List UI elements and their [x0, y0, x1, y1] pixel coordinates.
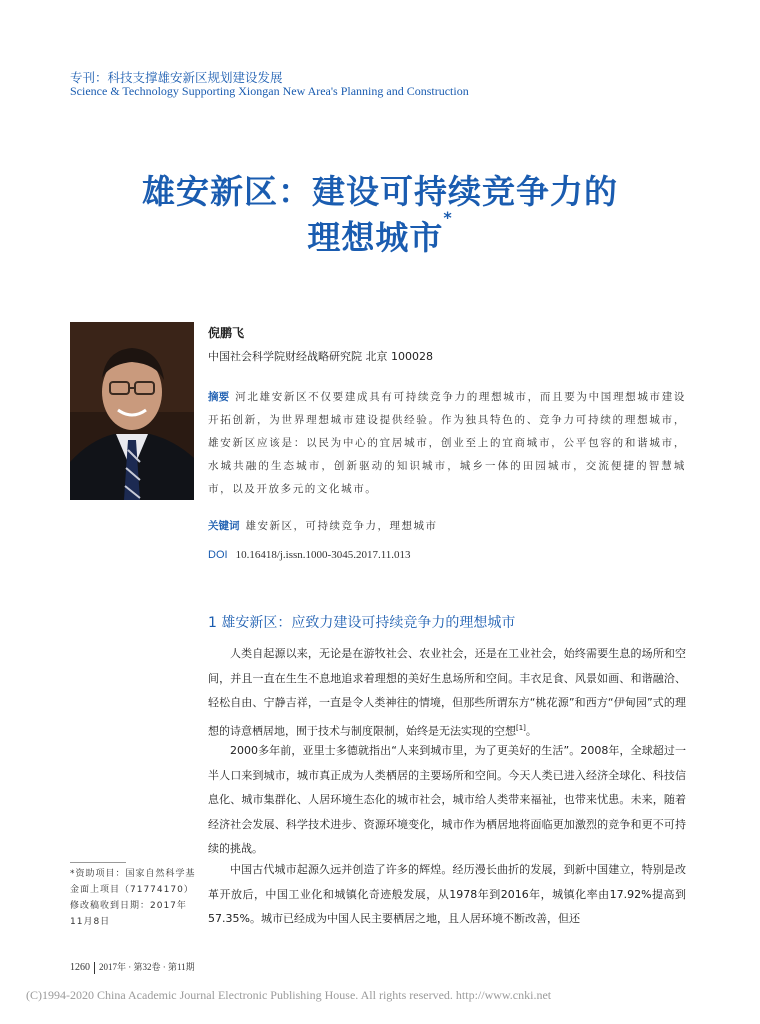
citation-ref[interactable]: [1] [516, 723, 526, 732]
journal-section-header-en: Science & Technology Supporting Xiongan New Area's Planning and Construction [70, 84, 469, 98]
footer-divider [94, 962, 95, 974]
paragraph-1-text: 人类自起源以来，无论是在游牧社会、农业社会，还是在工业社会，始终需要生息的场所和空间，并且一直在生生不息地追求着理想的美好生息场所和空间。丰衣足食、风景如画、和谐融洽、轻松自由、宁静吉祥，一直是令人类神往的情境，但那些所谓东方“桃花源”和西方“伊甸园”式的理想的诗意栖居地，囿于技术与制度限制，始终是无法实现的空想 [208, 647, 686, 738]
footnote: *资助项目：国家自然科学基金面上项目（71774170）修改稿收到日期：2017年11月8日 [70, 869, 196, 927]
author-affiliation: 中国社会科学院财经战略研究院 北京 100028 [208, 350, 433, 363]
footnote-divider [70, 862, 126, 863]
body-paragraph-2 [208, 739, 686, 862]
article-title-line2 [0, 208, 760, 259]
paragraph-2-text: 2000多年前，亚里士多德就指出“人来到城市里，为了更美好的生活”。2008年，全球超过一半人口来到城市，城市真正成为人类栖居的主要场所和空间。今天人类已进入经济全球化、科技信息化、城市集群化、人居环境生态化的城市社会，城市给人类带来福祉，也带来忧患。未来，随着经济社会发展、科学技术进步、资源环境变化，城市作为栖居地将面临更加激烈的竞争和更不可持续的挑战。 [208, 744, 686, 856]
keywords [208, 518, 438, 533]
abstract-label: 摘要 [208, 391, 230, 403]
author-photo [70, 322, 194, 500]
abstract-text: 河北雄安新区不仅要建成具有可持续竞争力的理想城市，而且要为中国理想城市建设开拓创新，为世界理想城市建设提供经验。作为独具特色的、竞争力可持续的理想城市，雄安新区应该是：以民为中心的宜居城市，创业至上的宜商城市，公平包容的和谐城市，水城共融的生态城市，创新驱动的知识城市，城乡一体的田园城市，交流便捷的智慧城市，以及开放多元的文化城市。 [208, 391, 687, 495]
page-number: 1260 [70, 962, 90, 973]
copyright-watermark: (C)1994-2020 China Academic Journal Electronic Publishing House. All rights reserved. http://www.cnki.net [26, 988, 552, 1002]
doi [208, 549, 411, 561]
abstract [208, 386, 686, 501]
author-name: 倪鹏飞 [208, 326, 245, 340]
article-title-line2-text: 理想城市 [307, 218, 444, 257]
article-title-line1: 雄安新区：建设可持续竞争力的 [142, 172, 618, 211]
keywords-text: 雄安新区，可持续竞争力，理想城市 [245, 520, 438, 532]
title-footnote-mark: * [443, 208, 453, 227]
journal-section-header-cn: 专刊：科技支撑雄安新区规划建设发展 [70, 70, 283, 85]
paragraph-1-end: 。 [525, 724, 537, 738]
keywords-label: 关键词 [208, 520, 240, 532]
paragraph-3-text: 中国古代城市起源久远并创造了许多的辉煌。经历漫长曲折的发展，到新中国建立，特别是改革开放后，中国工业化和城镇化奇迹般发展，从1978年到2016年，城镇化率由17.92%提高到57.35%。城市已经成为中国人民主要栖居之地，且人居环境不断改善，但还 [208, 863, 686, 926]
body-paragraph-3 [208, 858, 686, 932]
journal-issue: 2017年 · 第32卷 · 第11期 [99, 962, 195, 972]
section-heading: 1 雄安新区：应致力建设可持续竞争力的理想城市 [208, 615, 516, 631]
doi-label: DOI [208, 549, 228, 561]
body-paragraph-1 [208, 642, 686, 744]
page-footer [70, 960, 195, 974]
doi-value[interactable]: 10.16418/j.issn.1000-3045.2017.11.013 [235, 549, 411, 561]
